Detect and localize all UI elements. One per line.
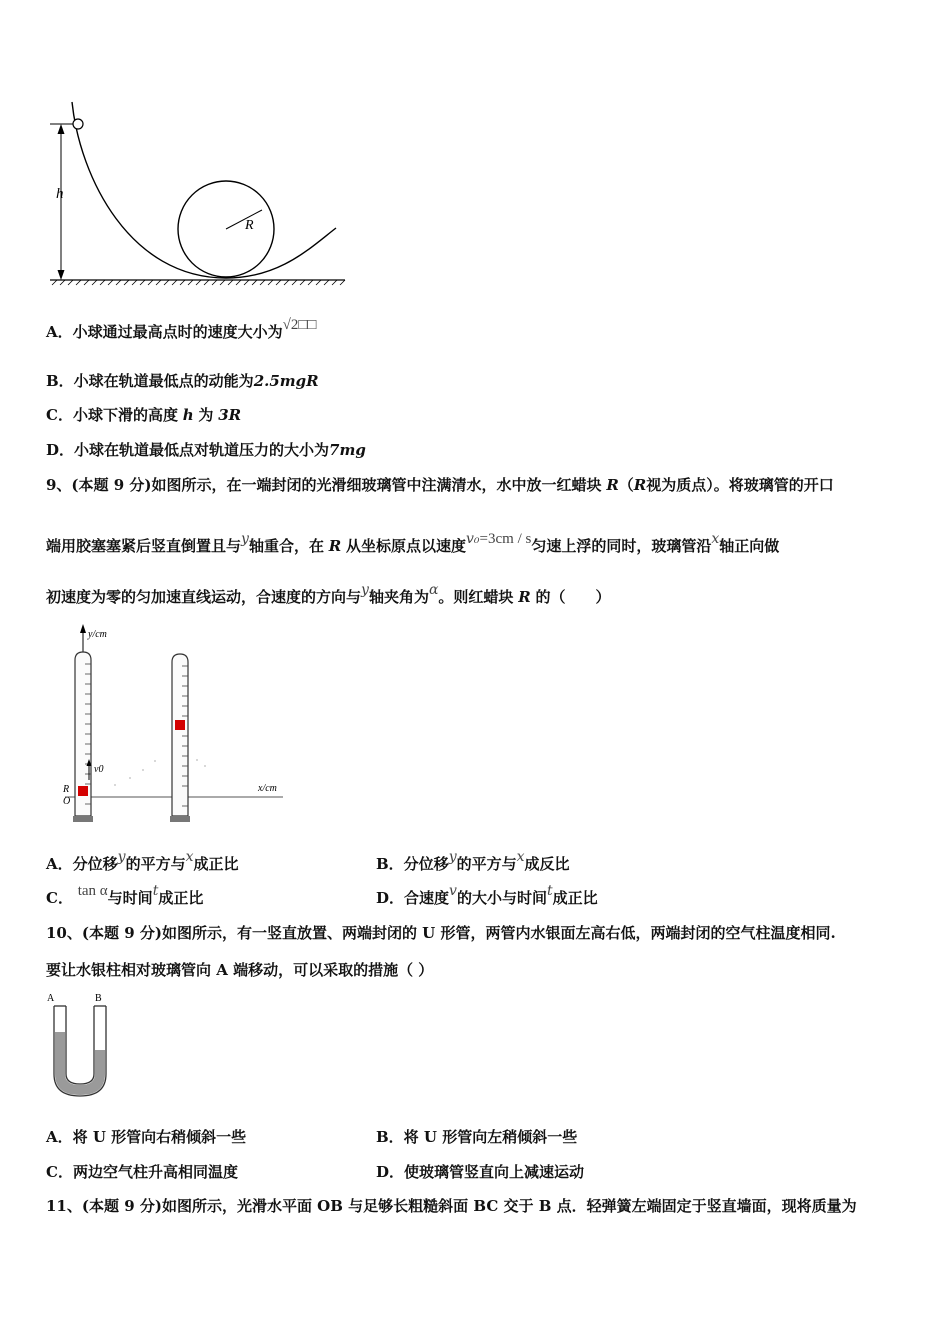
- q9-option-c: [46, 883, 204, 909]
- q9-l2a: 端用胶塞塞紧后竖直倒置且与: [46, 537, 242, 555]
- q10-option-b: B．将 U 形管向左稍倾斜一些: [376, 1128, 578, 1146]
- q9-l1b: （: [618, 476, 634, 494]
- q9-r-3: R: [328, 537, 342, 555]
- q8-option-a-formula: √2□□: [282, 317, 317, 333]
- q9-option-b-text-3: 成反比: [524, 855, 570, 873]
- q9-l1c: 视为质点）。将玻璃管的开口: [646, 476, 834, 494]
- ground-hatch: [52, 280, 345, 285]
- q9-l3b: 轴夹角为: [368, 588, 429, 606]
- q8-option-a-text: A．小球通过最高点时的速度大小为: [46, 323, 283, 341]
- q9-option-c-t: t: [152, 883, 159, 899]
- q9-r-4: R: [518, 588, 531, 606]
- q9-y-2: y: [361, 582, 369, 598]
- q10-option-c: C．两边空气柱升高相同温度: [46, 1163, 238, 1181]
- q8-option-c-text: C．小球下滑的高度: [46, 406, 178, 424]
- height-label: h: [56, 186, 64, 202]
- loop-track-figure: [40, 98, 360, 298]
- q8-option-c-mid: 为: [198, 406, 214, 424]
- q9-v0: v₀: [466, 531, 480, 547]
- q8-option-c-h: h: [182, 406, 194, 424]
- height-arrow-down: [58, 270, 65, 280]
- u-tube-label-b: B: [95, 993, 102, 1004]
- u-tube-label-a: A: [47, 993, 55, 1004]
- ball: [73, 119, 83, 129]
- q9-y-1: y: [241, 531, 249, 547]
- q10-line-1: 10、(本题 9 分)如图所示，有一竖直放置、两端封闭的 U 形管，两管内水银面左高右低，两端封闭的空气柱温度相同.: [46, 924, 836, 942]
- radius-line: [226, 210, 262, 229]
- q9-x-1: x: [711, 531, 720, 547]
- q9-option-b-y: y: [448, 849, 457, 865]
- u-tube-inner: [66, 1006, 94, 1084]
- v0-label: v0: [94, 764, 104, 775]
- red-wax-block-later: [175, 720, 185, 730]
- q9-l3a: 初速度为零的匀加速直线运动，合速度的方向与: [46, 588, 362, 606]
- q8-option-a: [46, 317, 317, 343]
- track-curve: [72, 102, 336, 278]
- q9-option-d-text-2: 的大小与时间: [456, 889, 547, 907]
- q8-option-b-value: 2.5mgR: [253, 372, 319, 390]
- q9-option-a-text: A．分位移: [46, 855, 118, 873]
- q9-option-d-v: v: [449, 883, 457, 899]
- q10-option-d: D．使玻璃管竖直向上减速运动: [376, 1163, 585, 1181]
- q9-r-1: R: [606, 476, 619, 494]
- q9-option-d-text: D．合速度: [376, 889, 450, 907]
- q8-option-d: [46, 440, 366, 460]
- q9-l3c: 。则红蜡块: [438, 588, 514, 606]
- q8-option-d-text: D．小球在轨道最低点对轨道压力的大小为: [46, 441, 330, 459]
- q9-option-a: [46, 849, 239, 875]
- y-axis-arrow: [80, 624, 86, 633]
- x-axis-label: x/cm: [258, 783, 277, 794]
- q8-option-d-value: 7mg: [329, 441, 366, 459]
- q9-line-3: [46, 582, 611, 608]
- q9-option-b-x: x: [516, 849, 525, 865]
- q9-option-a-y: y: [117, 849, 126, 865]
- q9-option-a-text-2: 的平方与: [125, 855, 186, 873]
- q9-l3d: 的（ ）: [535, 588, 611, 606]
- q11-line-1: 11、(本题 9 分)如图所示，光滑水平面 OB 与足够长粗糙斜面 BC 交于 B 点．轻弹簧左端固定于竖直墙面，现将质量为: [46, 1197, 857, 1215]
- q8-option-c: [46, 405, 241, 425]
- q9-l2e: 轴正向做: [719, 537, 780, 555]
- q9-r-2: R: [633, 476, 647, 494]
- q8-option-b-text: B．小球在轨道最低点的动能为: [46, 372, 254, 390]
- q9-option-c-text-2: 与时间: [107, 889, 153, 907]
- left-tube-base: [73, 816, 93, 822]
- q9-alpha: α: [428, 582, 439, 598]
- q9-option-b-text-2: 的平方与: [456, 855, 517, 873]
- q9-line-1: [46, 475, 834, 495]
- origin-label: O: [63, 796, 71, 807]
- q9-option-c-text-3: 成正比: [158, 889, 204, 907]
- q9-option-d-text-3: 成正比: [552, 889, 598, 907]
- q8-option-c-value: 3R: [218, 406, 242, 424]
- q8-option-b: [46, 371, 319, 391]
- height-arrow-up: [58, 124, 65, 134]
- q10-option-a: A．将 U 形管向右稍倾斜一些: [46, 1128, 247, 1146]
- q9-option-d-t: t: [546, 883, 553, 899]
- q9-option-c-tan: tan α: [77, 883, 108, 899]
- r-label: R: [63, 784, 70, 795]
- right-tube: [172, 654, 188, 816]
- mercury-column: [55, 1032, 105, 1095]
- q9-option-c-text: C．: [46, 889, 73, 907]
- q9-option-a-text-3: 成正比: [193, 855, 239, 873]
- q9-line-2: [46, 531, 780, 557]
- radius-label: R: [245, 218, 254, 233]
- q9-option-b-text: B．分位移: [376, 855, 449, 873]
- q9-option-a-x: x: [185, 849, 194, 865]
- q9-v0-value: =3cm / s: [479, 531, 532, 547]
- q10-line-2: 要让水银柱相对玻璃管向 A 端移动，可以采取的措施（ ）: [46, 961, 434, 979]
- u-tube-figure: [44, 990, 124, 1102]
- q9-l2d: 匀速上浮的同时，玻璃管沿: [531, 537, 712, 555]
- y-axis-label: y/cm: [88, 629, 107, 640]
- red-wax-block-start: [78, 786, 88, 796]
- q9-option-b: [376, 849, 570, 875]
- q9-option-d: [376, 883, 598, 909]
- q9-l1a: 9、(本题 9 分)如图所示，在一端封闭的光滑细玻璃管中注满清水，水中放一红蜡块: [46, 476, 602, 494]
- trajectory-dots: [114, 759, 206, 786]
- q9-l2c: 从坐标原点以速度: [345, 537, 466, 555]
- q9-l2b: 轴重合，在: [248, 537, 324, 555]
- glass-tube-figure: [55, 620, 295, 830]
- right-tube-base: [170, 816, 190, 822]
